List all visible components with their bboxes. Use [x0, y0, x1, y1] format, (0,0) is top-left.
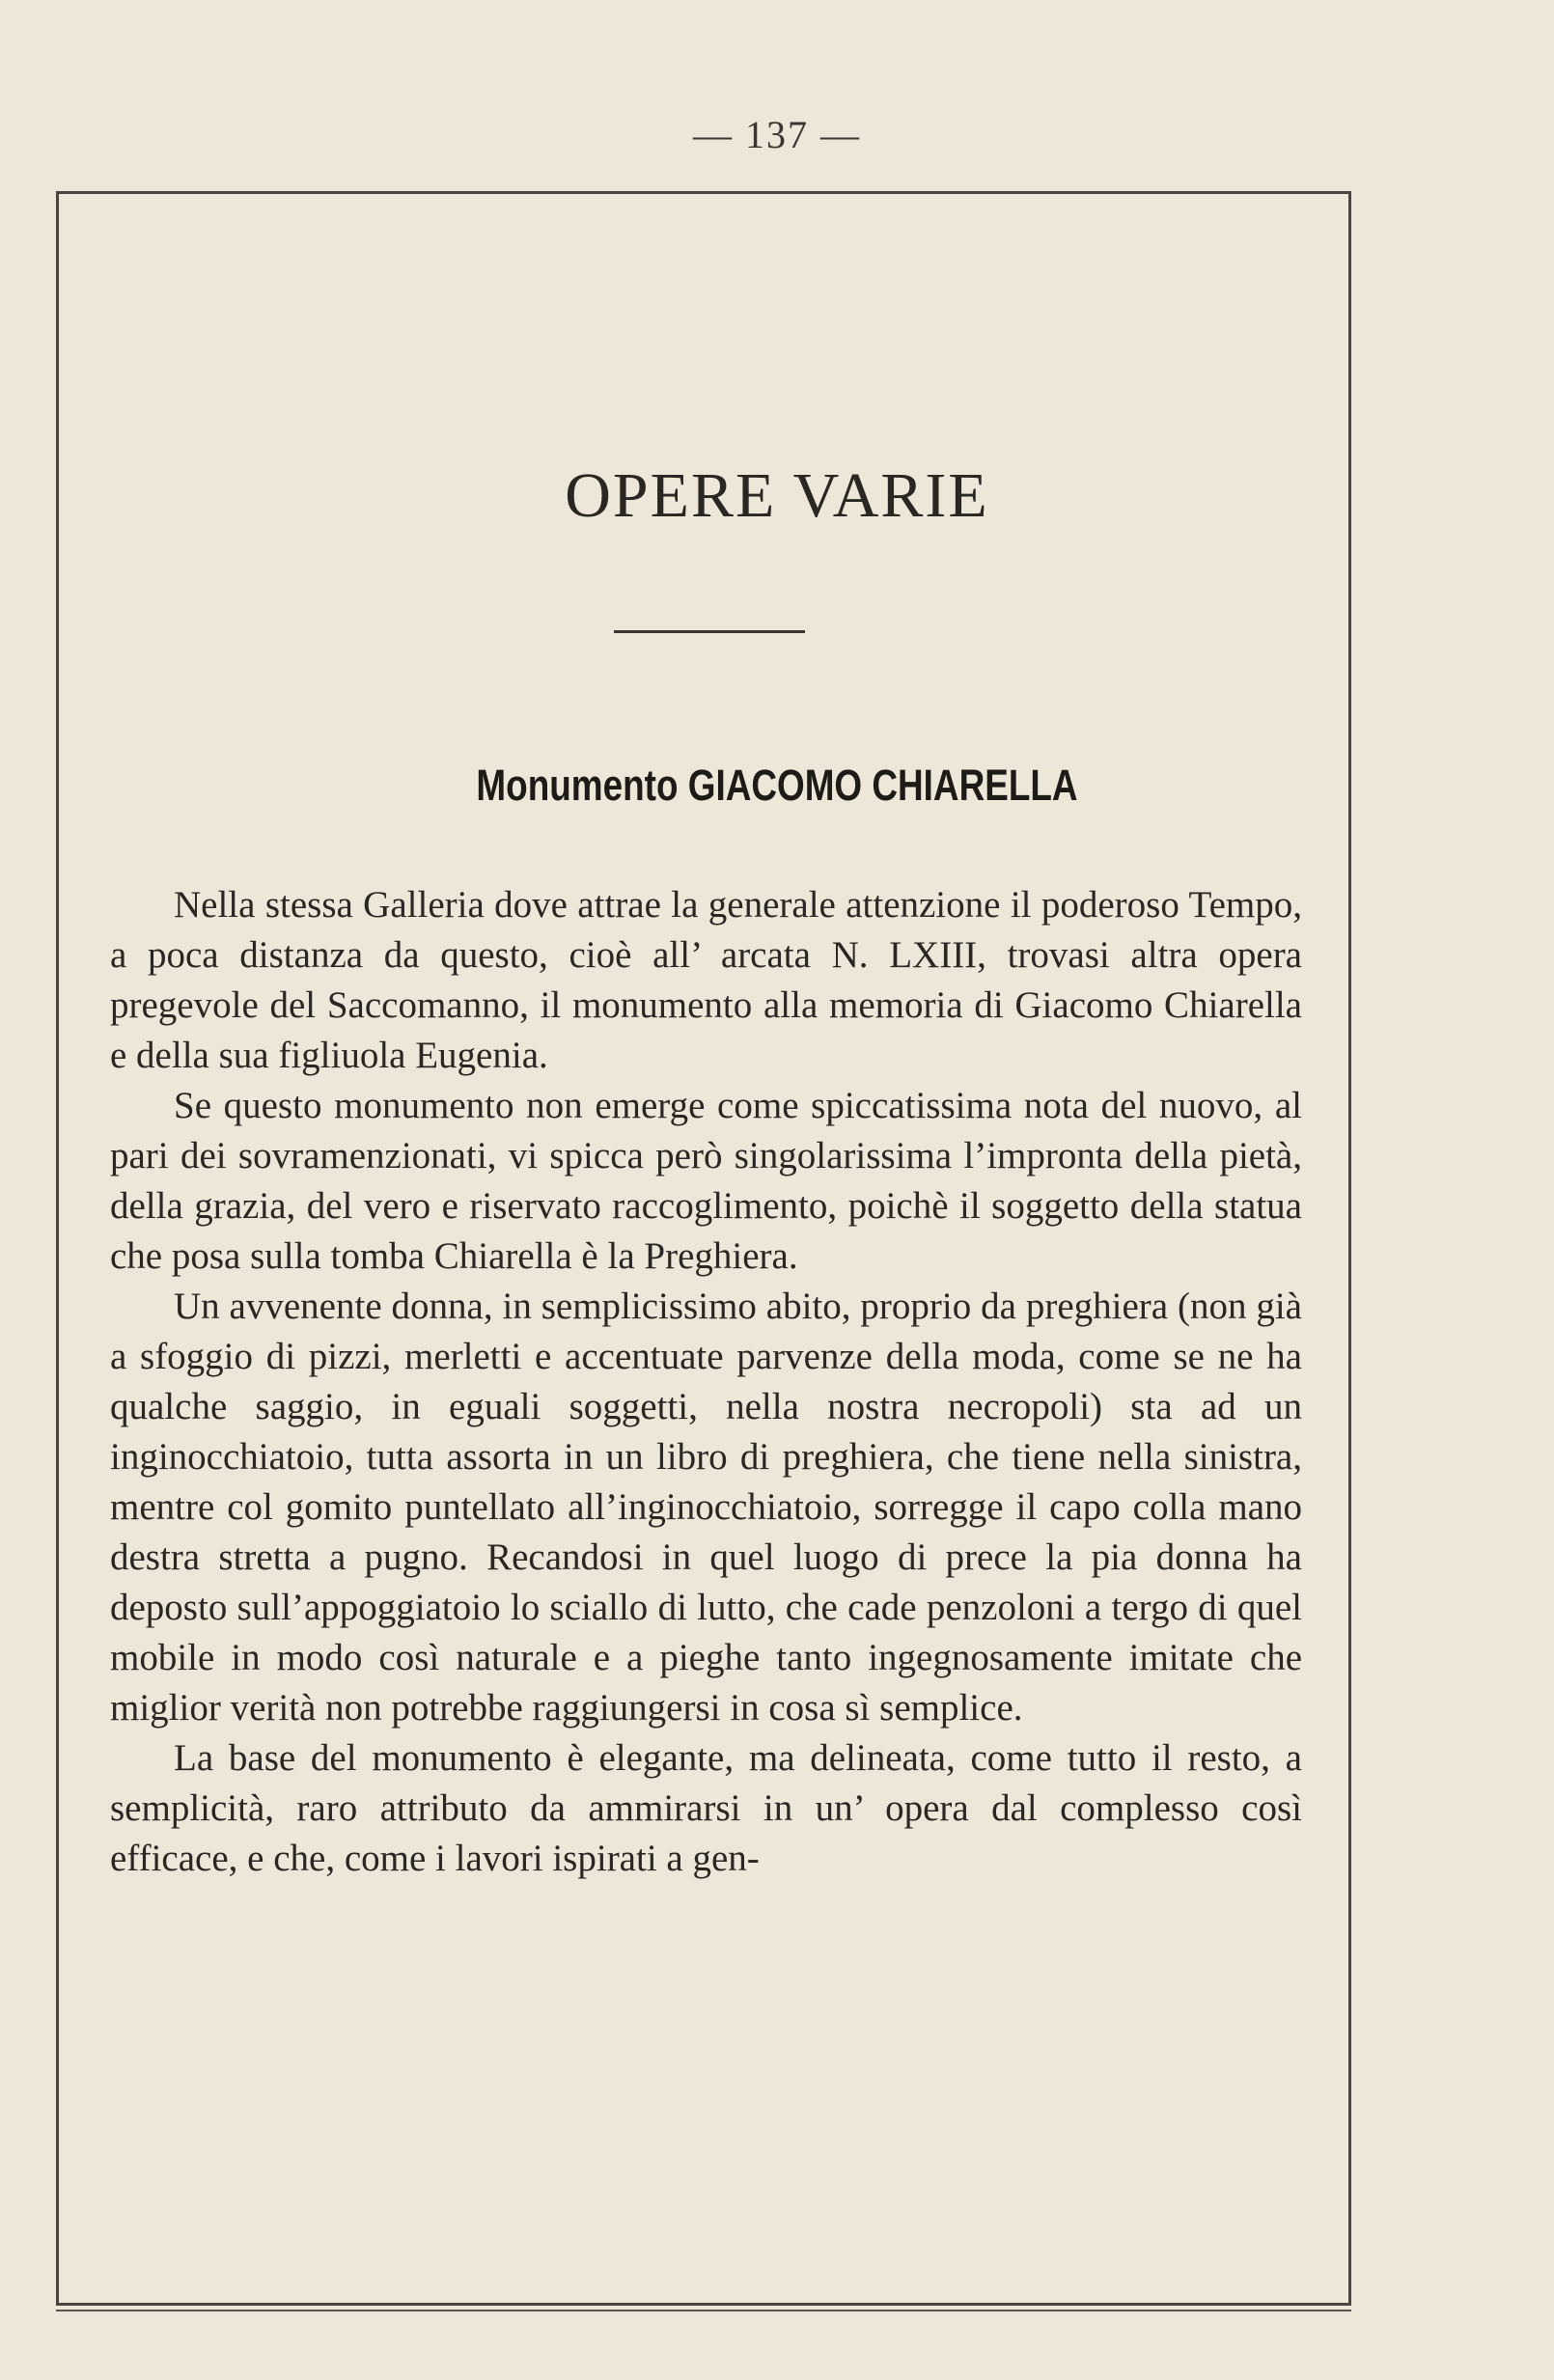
paragraph: Se questo monumento non emerge come spiccatissima nota del nuovo, al pari dei sovramenzionati, vi spicca però singolarissima l’impronta della pietà, della grazia, del vero e riservato raccoglimento, poichè il soggetto della statua che posa sulla tomba Chiarella è la Preghiera.	[110, 1085, 1302, 1277]
frame-bottom-rule	[56, 2303, 1351, 2306]
title-divider	[614, 630, 805, 633]
paragraph: La base del monumento è elegante, ma delineata, come tutto il resto, a semplicità, raro attributo da ammirarsi in un’ opera dal complesso così efficace, e che, come i lavori ispirati a gen-	[110, 1737, 1302, 1879]
paragraph: Nella stessa Galleria dove attrae la generale attenzione il poderoso Tempo, a poca distanza da questo, cioè all’ arcata N. LXIII, trovasi altra opera pregevole del Saccomanno, il monumento alla memoria di Giacomo Chiarella e della sua figliuola Eugenia.	[110, 884, 1302, 1076]
paragraph: Un avvenente donna, in semplicissimo abito, proprio da preghiera (non già a sfoggio di pizzi, merletti e accentuate parvenze della moda, come se ne ha qualche saggio, in eguali soggetti, nella nostra necropoli) sta ad un inginocchiatoio, tutta assorta in un libro di preghiera, che tiene nella sinistra, mentre col gomito puntellato all’inginocchiatoio, sorregge il capo colla mano destra stretta a pugno. Recandosi in quel luogo di prece la pia donna ha deposto sull’appoggiatoio lo sciallo di lutto, che cade penzoloni a tergo di quel mobile in modo così naturale e a pieghe tanto ingegnosamente imitate che miglior verità non potrebbe raggiungersi in cosa sì semplice.	[110, 1286, 1302, 1729]
section-title: OPERE VARIE	[565, 460, 989, 531]
frame-bottom-rule-inner	[56, 2310, 1351, 2311]
article-heading: Monumento GIACOMO CHIARELLA	[476, 761, 1078, 810]
article-body	[110, 880, 1302, 1884]
page-number: — 137 —	[693, 113, 861, 156]
